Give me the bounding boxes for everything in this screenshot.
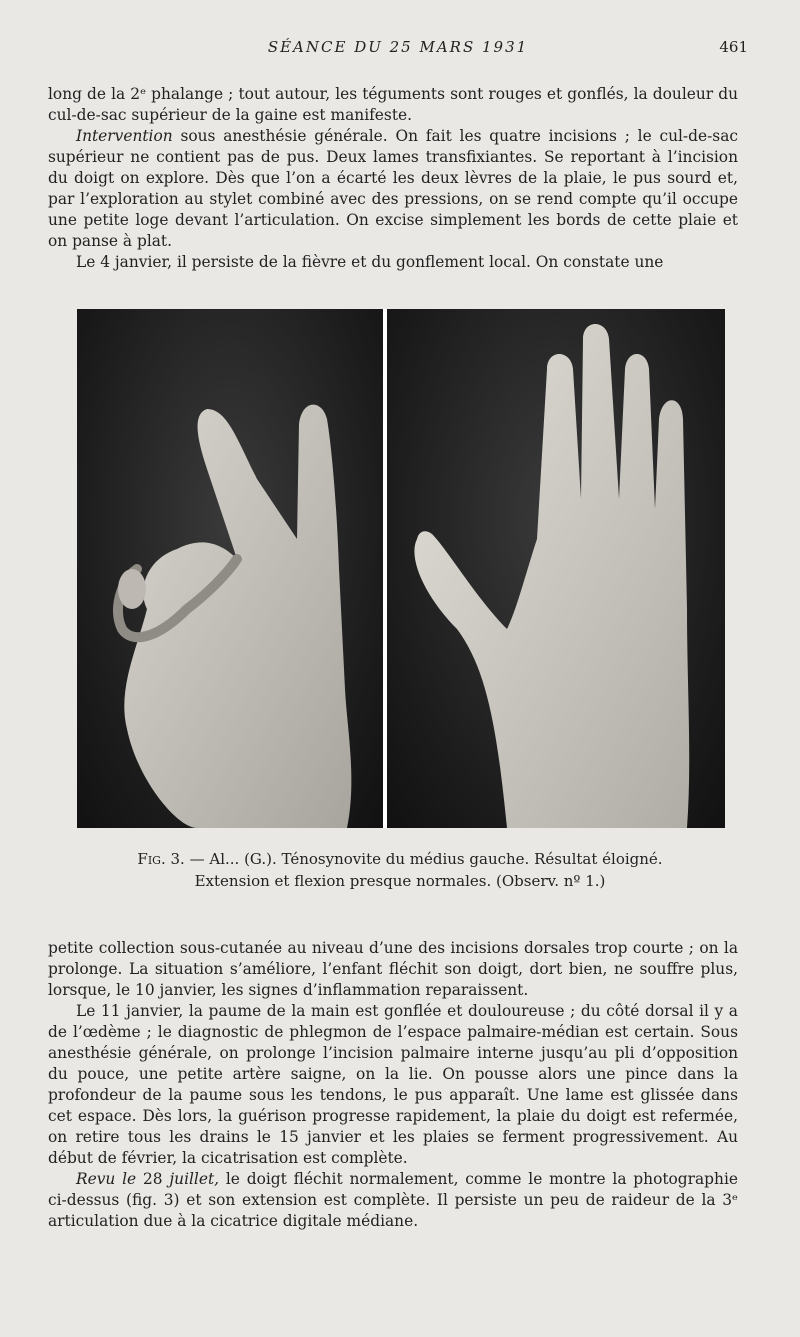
- paragraph: Le 4 janvier, il persiste de la fièvre et du gonflement local. On constate une: [76, 253, 664, 271]
- figure-photos: [77, 309, 725, 828]
- text-block-bottom: [48, 938, 738, 1232]
- page-number: 461: [719, 38, 748, 56]
- hand-flexion-drawing: [77, 309, 383, 828]
- paragraph: long de la 2ᵉ phalange ; tout autour, les téguments sont rouges et gonflés, la douleur du cul-de-sac supérieur de la gaine est manifeste.: [48, 85, 738, 124]
- paragraph: Le 11 janvier, la paume de la main est gonflée et douloureuse ; du côté dorsal il y a de l’œdème ; le diagnostic de phlegmon de l’espace palmaire-médian est certain. Sous anesthésie générale, on prolonge l’incision palmaire interne jusqu’au pli d’opposition du pouce, une petite artère saigne, on la lie. On pousse alors une pince dans la profondeur de la paume sous les tendons, le pus apparaît. Une lame est glissée dans cet espace. Dès lors, la guérison progresse rapidement, la plaie du doigt est refermée, on retire tous les drains le 15 janvier et les plaies se ferment progressivement. Au début de février, la cicatrisation est complète.: [48, 1002, 738, 1167]
- paragraph: petite collection sous-cutanée au niveau d’une des incisions dorsales trop courte ; on la prolonge. La situation s’améliore, l’enfant fléchit son doigt, dort bien, ne souffre plus, lorsque, le 10 janvier, les signes d’inflammation reparaissent.: [48, 939, 738, 999]
- caption-line-1: [0, 848, 800, 870]
- intervention-label: Intervention: [76, 127, 173, 145]
- revu-date: 28: [142, 1170, 163, 1188]
- photo-hand-flexion: [77, 309, 383, 828]
- paragraph-text: sous anesthésie générale. On fait les quatre incisions ; le cul-de-sac supérieur ne contient pas de pus. Deux lames transfixiantes. Se reportant à l’incision du doigt on explore. Dès que l’on a écarté les deux lèvres de la plaie, le pus sourd et, par l’exploration au stylet combiné avec des pressions, on se rend compte qu’il occupe une petite loge devant l’articulation. On excise simplement les bords de cette plaie et on panse à plat.: [48, 127, 738, 250]
- caption-text-1: — Al... (G.). Ténosynovite du médius gauche. Résultat éloigné.: [189, 850, 663, 868]
- paragraph-text: le doigt fléchit normalement, comme le montre la photographie ci-dessus (fig. 3) et son extension est complète. Il persiste un peu de raideur de la 3ᵉ articulation due à la cicatrice digitale médiane.: [48, 1170, 738, 1230]
- figure-label: Fig. 3.: [137, 850, 185, 868]
- page-header: [48, 38, 748, 62]
- text-block-top: [48, 84, 738, 273]
- figure-caption: [0, 848, 800, 892]
- paragraph-intervention: [48, 126, 738, 252]
- photo-hand-extension: [387, 309, 725, 828]
- paragraph-revu: [48, 1169, 738, 1232]
- revu-month: juillet,: [169, 1170, 220, 1188]
- caption-line-2: Extension et flexion presque normales. (Observ. nº 1.): [194, 872, 606, 890]
- hand-extension-drawing: [387, 309, 725, 828]
- running-head: SÉANCE DU 25 MARS 1931: [267, 38, 529, 56]
- revu-label: Revu le: [76, 1170, 137, 1188]
